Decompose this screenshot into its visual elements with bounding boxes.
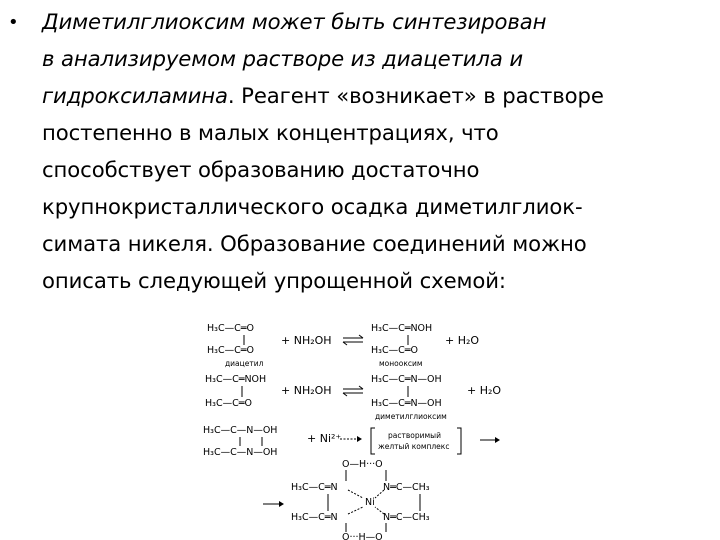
h-bond-bottom: O···H—O (342, 532, 383, 540)
text-line-6: крупнокристаллического осадка диметилглиок- (42, 194, 583, 219)
dmg-top: H₃C—C═N—OH (371, 374, 442, 385)
caption-diacetyl: диацетил (225, 359, 264, 368)
monoxime-reactant-bottom: H₃C—C═O (205, 398, 252, 409)
byproduct-water-1: + H₂O (445, 334, 480, 347)
complex-left-bottom: H₃C—C═N (291, 512, 338, 523)
reagent-nickel: + Ni²⁺ (307, 432, 342, 445)
complex-right-bottom: N═C—CH₃ (383, 512, 430, 523)
text-line-8: описать следующей упрощенной схемой: (42, 268, 506, 293)
caption-monoxime: монооксим (379, 359, 423, 368)
dmg-reactant-top: H₃C—C—N—OH (203, 425, 278, 436)
reaction-arrow-3 (340, 436, 362, 442)
text-line-1: Диметилглиоксим может быть синтезирован (42, 9, 547, 34)
dmg-reactant-bottom: H₃C—C—N—OH (203, 447, 278, 458)
text-line-2: в анализируемом растворе из диацетила и (42, 46, 524, 71)
monoxime-bottom: H₃C—C═O (371, 345, 418, 356)
text-line-5: способствует образованию достаточно (42, 157, 480, 182)
equilibrium-arrow-1 (343, 335, 363, 345)
monoxime-top: H₃C—C═NOH (371, 323, 433, 334)
complex-left-top: H₃C—C═N (291, 482, 338, 493)
reaction-scheme (195, 318, 525, 540)
diacetyl-bottom: H₃C—C═O (207, 345, 254, 356)
arrow-to-product (263, 501, 284, 507)
text-line-3-rest: . Реагент «возникает» в растворе (227, 83, 604, 108)
reaction-arrow-4 (480, 437, 500, 443)
equilibrium-arrow-2 (343, 386, 363, 396)
reagent-hydroxylamine-1: + NH₂OH (281, 334, 332, 347)
text-line-7: симата никеля. Образование соединений можно (42, 231, 587, 256)
byproduct-water-2: + H₂O (467, 384, 502, 397)
complex-label-2: желтый комплекс (378, 442, 450, 451)
reagent-hydroxylamine-2: + NH₂OH (281, 384, 332, 397)
bullet: • (8, 12, 19, 33)
diacetyl-top: H₃C—C═O (207, 323, 254, 334)
text-line-4: постепенно в малых концентрациях, что (42, 120, 499, 145)
nickel-atom: Ni (365, 497, 375, 508)
complex-label-1: растворимый (388, 431, 441, 440)
monoxime-reactant-top: H₃C—C═NOH (205, 374, 267, 385)
complex-right-top: N═C—CH₃ (383, 482, 430, 493)
h-bond-top: O—H···O (342, 459, 383, 470)
caption-dimethylglyoxime: диметилглиоксим (375, 412, 447, 421)
dmg-bottom: H₃C—C═N—OH (371, 398, 442, 409)
text-line-3 (42, 78, 604, 114)
reagent-name: гидроксиламина (42, 83, 228, 108)
